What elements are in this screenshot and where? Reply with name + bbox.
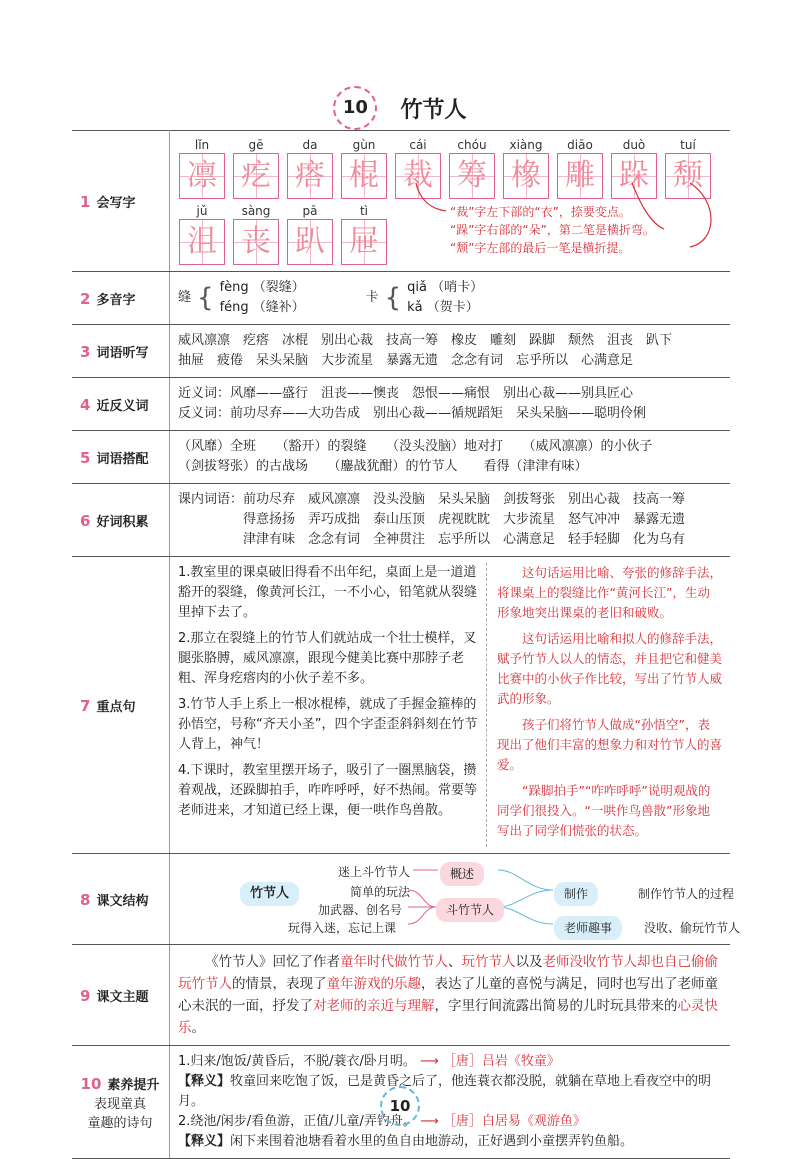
char-pinyin: chóu	[457, 138, 487, 152]
section-theme	[72, 945, 730, 1046]
section-number: 1	[80, 192, 91, 211]
theme-part: 的情景，表现了	[232, 976, 327, 992]
sentence-analysis-list	[497, 563, 722, 847]
collocation-line-1: （风靡）全班 （豁开）的裂缝 （没头没脑）地对打 （威风凛凛）的小伙子	[178, 439, 653, 454]
tian-grid-box	[287, 219, 333, 265]
char-cell	[286, 137, 334, 199]
structure-diagram	[178, 862, 741, 936]
char-glyph: 棍	[349, 158, 379, 193]
section-label: 课文结构	[96, 893, 149, 909]
section-number: 9	[80, 986, 91, 1005]
poem-source-2: ［唐］白居易《观游鱼》	[442, 1114, 586, 1129]
char-pinyin: da	[302, 138, 318, 152]
section-number: 2	[80, 289, 91, 308]
char-cell	[232, 137, 280, 199]
tian-grid-box	[503, 153, 549, 199]
char-pinyin: pā	[302, 204, 318, 218]
section-number: 10	[80, 1074, 102, 1093]
char-pinyin: lǐn	[194, 138, 210, 152]
section-dictation	[72, 325, 730, 378]
theme-highlight: 玩竹节人	[461, 954, 516, 970]
section-label: 多音字	[96, 292, 136, 308]
section-label: 课文主题	[96, 989, 149, 1005]
tian-grid-box	[449, 153, 495, 199]
theme-part: 《竹节人》回忆了作者	[205, 954, 340, 970]
tian-grid-box	[395, 153, 441, 199]
char-glyph: 趴	[295, 224, 325, 259]
lesson-number: 10	[333, 86, 377, 130]
structure-node: 概述	[440, 862, 484, 886]
poem-line-2: 2.绕池/闲步/看鱼游，正值/儿童/弄钓舟。	[178, 1114, 416, 1129]
theme-part: ，表达了儿童的喜悦与满足，同时也写出了老师童心未泯的一面，抒发了	[178, 976, 718, 1014]
section-number: 6	[80, 511, 91, 530]
theme-part: ，字里行间流露出简易的儿时玩具带来的	[434, 998, 678, 1014]
note-1: “裁”字左下部的“衣”，捺要变点。	[450, 205, 631, 219]
poem-explanation-1: 牧童回来吃饱了饭，已是黄昏之后了，他连蓑衣都没脱，就躺在草地上看夜空中的明月。	[178, 1074, 712, 1109]
char-pinyin: tuí	[680, 138, 696, 152]
antonym-line: 反义词：前功尽弃——大功告成 别出心裁——循规蹈矩 呆头呆脑——聪明伶俐	[178, 406, 647, 421]
good-words-line-1: 课内词语：前功尽弃 威风凛凛 没头没脑 呆头呆脑 剑拔弩张 别出心裁 技高一筹	[178, 492, 686, 507]
structure-leaf: 玩得入迷，忘记上课	[288, 921, 397, 935]
poly-py: fèng	[219, 280, 249, 295]
theme-highlight: 老师没收竹节人却也自己偷偷玩竹节人	[178, 954, 718, 992]
char-pinyin: sàng	[241, 204, 271, 218]
good-words-line-3: 津津有味 念念有词 全神贯注 忘乎所以 心满意足 轻手轻脚 化为乌有	[243, 532, 686, 547]
collocation-line-2: （剑拔弩张）的古战场 （鏖战犹酣）的竹节人 看得（津津有味）	[178, 459, 588, 474]
section-good-words	[72, 484, 730, 557]
structure-root: 竹节人	[240, 882, 299, 906]
sentence-analysis: 孩子们将竹节人做成“孙悟空”，表现出了他们丰富的想象力和对竹节人的喜爱。	[497, 717, 723, 772]
poly-char-2: 卡	[365, 290, 379, 305]
note-3: “颓”字左部的最后一笔是横折提。	[450, 241, 631, 255]
structure-desc: 制作竹节人的过程	[638, 887, 735, 901]
tian-grid-box	[557, 153, 603, 199]
char-pinyin: jǔ	[196, 204, 208, 218]
sentence-analysis: “跺脚拍手”“咋咋呼呼”说明观战的同学们很投入。“一哄作鸟兽散”形象地写出了同学们慌张的状态。	[497, 783, 711, 838]
tian-grid-box	[179, 153, 225, 199]
section-label: 重点句	[96, 699, 136, 715]
char-glyph: 瘩	[295, 158, 325, 193]
structure-node: 制作	[554, 882, 598, 906]
key-sentences-list	[178, 563, 487, 847]
section-label: 词语搭配	[96, 451, 149, 467]
char-cell	[232, 203, 280, 265]
poly-py: féng	[219, 300, 249, 315]
section-number: 4	[80, 395, 91, 414]
section-key-sentences	[72, 557, 730, 854]
poem-line-1: 1.归来/饱饭/黄昏后，不脱/蓑衣/卧月明。	[178, 1054, 416, 1069]
char-pinyin: duò	[622, 138, 646, 152]
good-words-line-2: 得意扬扬 弄巧成拙 泰山压顶 虎视眈眈 大步流星 怒气冲冲 暴露无遗	[243, 512, 686, 527]
key-sentence: 3.竹节人手上系上一根冰棍棒，就成了手握金箍棒的孙悟空，号称“齐天小圣”，四个字歪歪斜斜刻在竹节人背上，神气！	[178, 697, 478, 752]
theme-part: 。	[191, 1020, 205, 1036]
tian-grid-box	[341, 153, 387, 199]
poly-char-1: 缝	[178, 290, 192, 305]
section-synonyms	[72, 378, 730, 431]
char-pinyin: gùn	[352, 138, 376, 152]
char-cell	[340, 137, 388, 199]
char-cell	[178, 137, 226, 199]
note-2: “跺”字右部的“朵”，第二笔是横折弯。	[450, 223, 655, 237]
theme-highlight: 童年时代做竹节人	[340, 954, 448, 970]
section-literacy: 10 素养提升 表现童真 童趣的诗句 1.归来/饱饭/黄昏后，不脱/蓑衣/卧月明。 ⟶ ［唐］吕岩《牧童》 【释义】牧童回来吃饱了饭，已是黄昏之后了，他连蓑衣都没脱，就躺在草地上看夜空中的明月。 2.绕池/闲步/看鱼游，正值/儿童/弄钓舟。 ⟶ ［唐］白居易《观游鱼》 【释义】闲下来围着池塘看着水里的鱼自由地游动，正好遇到小童摆弄钓鱼船。	[72, 1046, 730, 1159]
key-sentence: 1.教室里的课桌破旧得看不出年纪，桌面上是一道道豁开的裂缝，像黄河长江，一不小心，铅笔就从裂缝里掉下去了。	[178, 565, 478, 620]
char-pinyin: diāo	[567, 138, 593, 152]
structure-node: 斗竹节人	[436, 898, 504, 922]
section-sublabel: 童趣的诗句	[87, 1115, 153, 1131]
poly-word: （哨卡）	[431, 280, 484, 295]
char-glyph: 沮	[187, 224, 217, 259]
char-cell	[178, 203, 226, 265]
structure-leaf: 加武器、创名号	[318, 903, 403, 917]
page-number: 10	[380, 1086, 420, 1126]
char-cell	[610, 137, 658, 199]
section-structure	[72, 854, 730, 945]
char-glyph: 颓	[673, 158, 703, 193]
theme-part: 、	[448, 954, 462, 970]
tian-grid-box	[287, 153, 333, 199]
char-glyph: 雕	[565, 158, 595, 193]
char-pinyin: gē	[248, 138, 264, 152]
structure-desc: 没收、偷玩竹节人	[644, 921, 741, 935]
section-label: 好词积累	[96, 514, 149, 530]
char-glyph: 屉	[349, 224, 379, 259]
study-table	[72, 130, 741, 1159]
tian-grid-box	[665, 153, 711, 199]
theme-part: 以及	[515, 954, 543, 970]
section-label: 会写字	[96, 195, 136, 211]
char-glyph: 筹	[457, 158, 487, 193]
structure-leaf: 简单的玩法	[350, 885, 411, 899]
section-number: 7	[80, 696, 91, 715]
tian-grid-box	[233, 153, 279, 199]
structure-leaf: 迷上斗竹节人	[338, 865, 411, 879]
char-cell	[286, 203, 334, 265]
sentence-analysis: 这句话运用比喻、夸张的修辞手法，将课桌上的裂缝比作“黄河长江”，生动形象地突出课桌的老旧和破败。	[497, 565, 723, 620]
poly-py: kǎ	[407, 300, 423, 315]
char-cell	[394, 137, 442, 199]
section-write-chars	[72, 131, 730, 272]
char-row-1	[178, 137, 722, 199]
key-sentence: 4.下课时，教室里摆开场子，吸引了一圈黑脑袋，攒着观战，还跺脚拍手，咋咋呼呼，好不热闹。常要等老师进来，才知道已经上课，便一哄作鸟兽散。	[178, 763, 478, 818]
char-cell	[664, 137, 712, 199]
char-cell	[448, 137, 496, 199]
section-number: 5	[80, 448, 91, 467]
char-glyph: 凛	[187, 158, 217, 193]
tian-grid-box	[233, 219, 279, 265]
char-cell	[502, 137, 550, 199]
dictation-line-1: 威风凛凛 疙瘩 冰棍 别出心裁 技高一筹 橡皮 雕刻 跺脚 颓然 沮丧 趴下	[178, 333, 673, 348]
theme-text	[170, 945, 731, 1046]
section-label: 素养提升	[107, 1077, 160, 1093]
theme-highlight: 童年游戏的乐趣	[326, 976, 421, 992]
section-sublabel: 表现童真	[93, 1096, 146, 1112]
tian-grid-box	[611, 153, 657, 199]
poly-word: （缝补）	[252, 300, 305, 315]
lesson-header	[0, 86, 800, 130]
section-polyphone: 2 多音字 缝 { fèng （裂缝） féng （缝补） 卡 { qiǎ （哨卡） kǎ （贺卡）	[72, 272, 730, 325]
poly-word: （贺卡）	[426, 300, 479, 315]
dictation-line-2: 抽屉 疲倦 呆头呆脑 大步流星 暴露无遗 念念有词 忘乎所以 心满意足	[178, 353, 634, 368]
lesson-title: 竹节人	[400, 97, 467, 123]
char-cell	[340, 203, 388, 265]
char-glyph: 丧	[241, 224, 271, 259]
poly-py: qiǎ	[407, 280, 427, 295]
section-number: 8	[80, 890, 91, 909]
char-pinyin: xiàng	[509, 138, 543, 152]
section-collocation	[72, 431, 730, 484]
section-number: 3	[80, 342, 91, 361]
theme-highlight: 心灵快乐	[178, 998, 718, 1036]
explanation-label: 【释义】	[178, 1074, 231, 1089]
synonym-line: 近义词：风靡——盛行 沮丧——懊丧 怨恨——痛恨 别出心裁——别具匠心	[178, 386, 634, 401]
writing-notes	[450, 203, 655, 257]
poem-source-1: ［唐］吕岩《牧童》	[442, 1054, 560, 1069]
poly-word: （裂缝）	[252, 280, 305, 295]
tian-grid-box	[341, 219, 387, 265]
explanation-label: 【释义】	[178, 1134, 231, 1149]
char-pinyin: tì	[359, 204, 369, 218]
char-cell	[556, 137, 604, 199]
tian-grid-box	[179, 219, 225, 265]
structure-node: 老师趣事	[554, 916, 622, 940]
section-label: 词语听写	[96, 345, 149, 361]
sentence-analysis: 这句话运用比喻和拟人的修辞手法，赋予竹节人以人的情态，并且把它和健美比赛中的小伙子作比较，写出了竹节人威武的形象。	[497, 631, 723, 706]
char-pinyin: cái	[409, 138, 427, 152]
char-glyph: 橡	[511, 158, 541, 193]
section-label: 近反义词	[96, 398, 149, 414]
char-glyph: 疙	[241, 158, 271, 193]
char-glyph: 跺	[619, 158, 649, 193]
key-sentence: 2.那立在裂缝上的竹节人们就站成一个壮士模样，叉腿张胳膊，威风凛凛，跟现今健美比赛中那脖子老粗、浑身疙瘩肉的小伙子差不多。	[178, 631, 477, 686]
theme-highlight: 对老师的亲近与理解	[313, 998, 435, 1014]
poem-explanation-2: 闲下来围着池塘看着水里的鱼自由地游动，正好遇到小童摆弄钓鱼船。	[230, 1134, 634, 1149]
char-glyph: 裁	[403, 158, 433, 193]
